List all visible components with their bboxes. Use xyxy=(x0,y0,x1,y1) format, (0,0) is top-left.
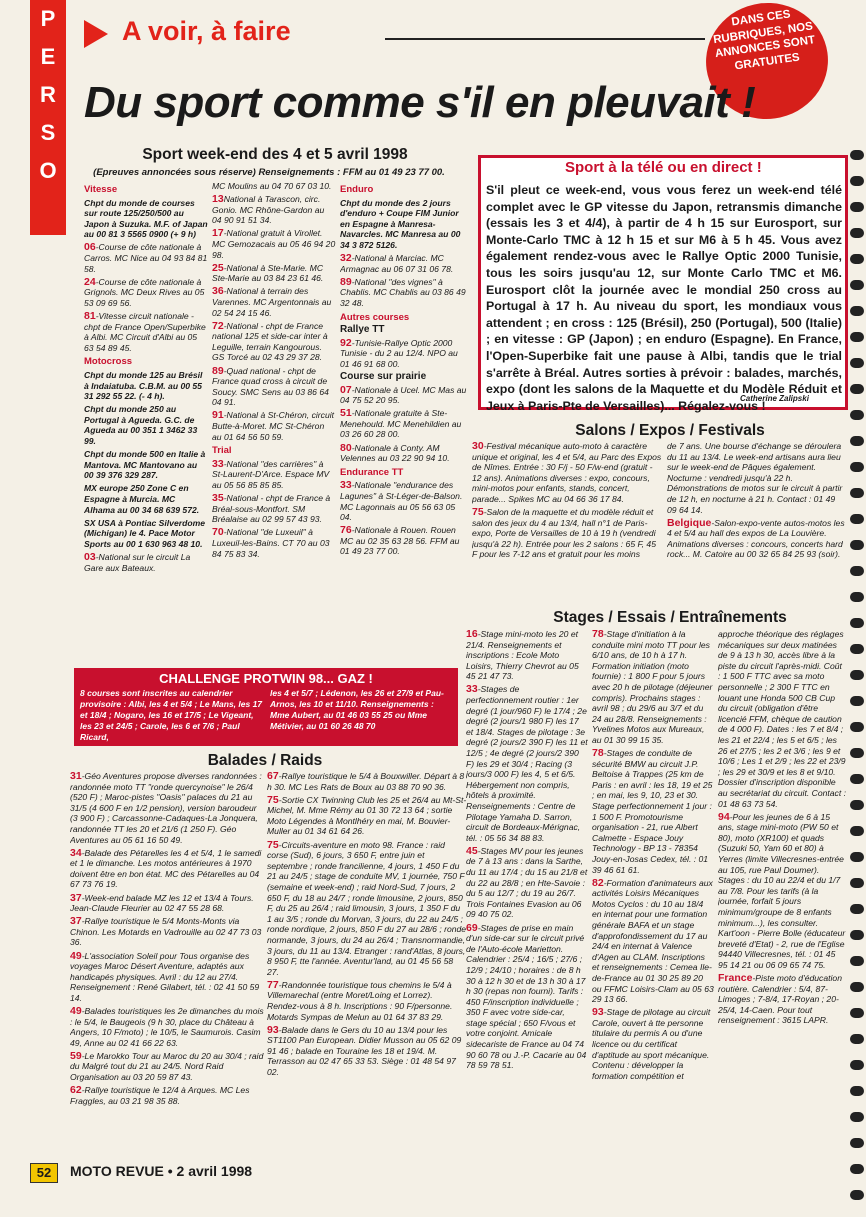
entry-number: 30 xyxy=(472,441,484,452)
entry-number: 78 xyxy=(592,747,604,760)
category-heading: Motocross xyxy=(84,356,133,368)
entry-number: 69 xyxy=(466,921,478,934)
listing-entry xyxy=(267,1025,467,1078)
entry-number: 49 xyxy=(70,1004,82,1017)
sport-weekend-col-3 xyxy=(340,181,468,666)
binder-ring xyxy=(850,462,864,472)
entry-text: -Stages MV pour les jeunes de 7 à 13 ans : dans la Sarthe, du 11 au 17/4 ; du 15 au 21/8 et du 22 au 28/8 ; en Hte-Savoie : du 5 au 12/7 ; du 19 au 26/7. Trois Fontaines Evasion au 06 09 40 75 02. xyxy=(466,845,588,920)
binder-ring xyxy=(850,566,864,576)
listing-entry xyxy=(212,194,336,226)
entry-text: -National - chpt de France à Bréal-sous-Montfort. SM Bréalaise au 02 99 57 43 93. xyxy=(212,493,331,525)
subcategory-heading: Course sur prairie xyxy=(340,371,427,382)
binder-ring xyxy=(850,176,864,186)
entry-number: 59 xyxy=(70,1049,82,1062)
stages-col-2 xyxy=(592,629,714,1159)
entry-number: 70 xyxy=(212,526,224,539)
sidebar-letter: E xyxy=(40,44,56,69)
listing-entry xyxy=(212,459,336,491)
listing-entry xyxy=(267,795,467,837)
entry-text: -Balade dans le Gers du 10 au 13/4 pour les ST1100 Pan European. Didier Musson au 05 62 09 91 46 ; balade en Touraine les 18 et 19/4. M. Terrasson au 02 47 65 33 53. Siège : 01 48 54 97 02. xyxy=(267,1024,462,1078)
category-heading: Autres courses xyxy=(340,311,410,323)
entry-text: -National à terrain des Varennes. MC Argentonnais au 02 54 24 15 46. xyxy=(212,286,332,318)
listing-entry xyxy=(340,198,468,251)
entry-text: -Rallye touristique le 12/4 à Arques. MC Les Fraggles, au 03 21 98 35 88. xyxy=(70,1085,250,1106)
entry-number: 51 xyxy=(340,407,352,420)
binder-ring xyxy=(850,358,864,368)
entry-number: 94 xyxy=(718,810,730,823)
entry-text: -Nationale à Conty. AM Velennes au 03 22 90 94 10. xyxy=(340,442,450,464)
listing-entry xyxy=(84,198,208,240)
entry-number: 13 xyxy=(212,193,224,206)
entry-text: MX europe 250 Zone C en Espagne à Murcia. MC Alhama au 00 34 68 639 572. xyxy=(84,483,200,515)
entry-number: 33 xyxy=(466,683,478,696)
binder-ring xyxy=(850,540,864,550)
listing-entry xyxy=(267,980,467,1022)
challenge-text-right: les 4 et 5/7 ; Lédenon, les 26 et 27/9 et Pau-Arnos, les 10 et 11/10. Renseignements : Mme Aubert, au 01 46 03 55 25 ou Mme Métivier, au 01 60 26 48 70 xyxy=(270,688,444,731)
listing-entry xyxy=(340,253,468,274)
free-ads-badge: DANS CES RUBRIQUES, NOS ANNONCES SONT GRATUITES xyxy=(699,0,836,127)
entry-number: 37 xyxy=(70,891,82,904)
category-heading: Vitesse xyxy=(84,184,118,195)
entry-text: -Circuits-aventure en moto 98. France : raid corse (Sud), 6 jours, 3 650 F, entre juin et septembre ; ronde francilienne, 4 jours, 1 450 F du 21 au 24/5 ; stage de conduite MV, 1 journée, 750 F (semaine et week-end) ; raid Nord-Sud, 7 jours, 2 650 F, du 18 au 24/7 ; ronde limousine, 2 jours, 850 F, du 25 au 26/4 ; raid limousin, 3 jours, 1 350 F du 1 au 3/5 ; ronde du Morvan, 3 jours, du 22 au 24/5 ; ronde nordique, 2 jours, 850 F du 27 au 28/6 ; ronde normande, 3 jours, du 24 au 26/4 ; Transnormandie, 3 jours, du 11 au 13/4. Etranger : rand'Atlas, 8 jours, 8 950 F, tte l'année. Aventur'land, au 01 45 56 58 27. xyxy=(267,839,467,977)
challenge-text-left: 8 courses sont inscrites au calendrier provisoire : Albi, les 4 et 5/4 ; Le Mans, les 17 et 18/4 ; Nogaro, les 16 et 17/5 ; Le Vigeant, les 23 et 24/5 ; Carole, les 6 et 7/6 ; Paul Ricard, xyxy=(80,688,263,742)
entry-number: 32 xyxy=(340,252,352,265)
category-heading: Enduro xyxy=(340,184,374,195)
entry-number: 82 xyxy=(592,876,604,889)
binder-ring xyxy=(850,644,864,654)
entry-text: -National à Ste-Marie. MC Ste-Marie au 03 84 23 61 46. xyxy=(212,262,324,284)
binder-ring xyxy=(850,384,864,394)
listing-entry xyxy=(84,404,208,446)
entry-number: 77 xyxy=(267,978,279,991)
entry-text: -Course de côte nationale à Carros. MC Nice au 04 93 84 81 58. xyxy=(84,242,208,274)
listing-entry xyxy=(70,848,264,890)
balades-title: Balades / Raids xyxy=(207,752,323,769)
subcategory-heading: Rallye TT xyxy=(340,324,385,336)
listing-entry xyxy=(212,493,336,525)
listing-entry xyxy=(70,951,264,1004)
entry-text: -Balade des Pétarelles les 4 et 5/4, 1 le samedi et 1 le dimanche. Les motos antérieures à 1970 doivent être en bon état. MC des Pétarelles au 04 67 73 76 19. xyxy=(70,847,262,890)
binder-ring xyxy=(850,670,864,680)
entry-text: -National "de Luxeuil" à Luxeuil-les-Bains. CT 70 au 03 84 75 83 34. xyxy=(212,527,330,559)
listing-entry xyxy=(70,893,264,914)
entry-text: -Nationale à Rouen. Rouen MC au 02 35 63 28 56. FFM au 01 49 23 77 00. xyxy=(340,525,460,557)
listing-entry xyxy=(212,366,336,408)
entry-number: 91 xyxy=(212,409,224,422)
binder-ring xyxy=(850,696,864,706)
entry-number: 16 xyxy=(466,629,478,640)
binder-ring xyxy=(850,1190,864,1200)
listing-entry xyxy=(592,878,714,1005)
tv-signature: Catherine Zalipski xyxy=(740,394,809,403)
entry-text: approche théorique des réglages mécaniques sur deux matinées de 9 à 13 h 30, accès libre à la piste du circuit l'après-midi. Coût : 1 500 F TTC avec sa moto personnelle ; 2 300 F TTC en louant une Honda 500 CB Cup du circuit (obligation d'être licencié FFM, chèque de caution de 4 000 F). Dates : les 7 et 8/4 ; les 21 et 22/4 ; les 5 et 6/5 ; les 26 et 27/5 ; les 2 et 3/6 ; les 9 et 10/6 ; Les 1 et 2/9 ; les 22 et 23/9 ; les 29 et 30/9 et les 8 et 9/10. Dossier d'inscription disponible au secrétariat du circuit. Contact : 01 48 63 73 54. xyxy=(718,629,846,809)
entry-text: -Course de côte nationale à Grignols. MC Deux Rives au 05 53 09 69 56. xyxy=(84,276,205,308)
entry-text: -Géo Aventures propose diverses randonnées : randonnée moto TT "ronde quercynoise" le 26/4 (520 F) ; Maroc-pistes "Oasis" palaces du 21 au 31/5 (4 600 F en 1/2 pension), version baroudeur (3 900 F) ; Carcassonne-Cadaques-La Jonquera, randonnée TT les 20 et 21/6 (1 250 F). Géo Aventures au 05 61 16 50 49. xyxy=(70,771,262,845)
entry-text: Chpt du monde de courses sur route 125/250/500 au Japon à Suzuka. M.F. of Japan au 00 81 3 5565 0900 (+ 9 h) xyxy=(84,197,208,240)
listing-entry xyxy=(340,443,468,464)
listing-entry xyxy=(340,408,468,440)
entry-text: -Balades touristiques les 2e dimanches du mois : le 5/4, le Baugeois (9 h 30, place du Château à Angers, 10 F/moto) ; le 10/5, le Saumurois. Casim 49, Anne au 02 41 66 22 63. xyxy=(70,1005,264,1048)
entry-number: 03 xyxy=(84,551,96,563)
binder-ring xyxy=(850,150,864,160)
entry-number: 33 xyxy=(212,457,224,470)
binder-ring xyxy=(850,930,864,940)
entry-number: 33 xyxy=(340,479,352,492)
binder-ring xyxy=(850,800,864,810)
header-divider xyxy=(385,38,705,40)
listing-entry xyxy=(70,771,264,845)
entry-number: 76 xyxy=(340,524,352,537)
section-sidebar xyxy=(30,0,66,235)
listing-entry xyxy=(84,518,208,550)
binder-ring xyxy=(850,332,864,342)
binder-ring xyxy=(850,956,864,966)
listing-entry xyxy=(84,449,208,481)
binder-ring xyxy=(850,592,864,602)
sport-weekend-col-1 xyxy=(84,181,208,666)
binder-ring xyxy=(850,618,864,628)
entry-text: -Quad national - chpt de France quad cross à circuit de Soucy. SMC Sens au 03 86 64 04 91. xyxy=(212,365,329,408)
listing-entry xyxy=(70,1085,264,1106)
stages-col-3 xyxy=(718,629,846,1159)
listing-entry xyxy=(466,629,588,682)
sport-weekend-subtitle: (Epreuves annoncées sous réserve) Renseignements : FFM au 01 49 23 77 00. xyxy=(93,167,445,178)
entry-text: -L'association Soleil pour Tous organise des voyages Maroc Désert Aventure, adaptés aux handicapés physiques. Avril : du 12 au 27/4. Renseignement : René Gilabert, tél. : 02 41 50 59 14. xyxy=(70,950,260,1003)
listing-entry xyxy=(70,916,264,948)
entry-number: 78 xyxy=(592,629,604,640)
sidebar-letter: R xyxy=(40,82,56,107)
binder-ring xyxy=(850,1164,864,1174)
entry-number: 24 xyxy=(84,275,96,288)
listing-entry xyxy=(84,311,208,353)
entry-number: Belgique xyxy=(667,516,712,529)
entry-number: 75 xyxy=(267,793,279,806)
binder-ring xyxy=(850,1086,864,1096)
listing-entry xyxy=(267,840,467,978)
entry-number: 93 xyxy=(592,1006,604,1019)
entry-text: -Nationale gratuite à Ste-Menehould. MC Menehildien au 03 26 60 28 00. xyxy=(340,408,462,440)
entry-text: -Tunisie-Rallye Optic 2000 Tunisie - du 2 au 12/4. NPO au 01 46 91 68 00. xyxy=(340,337,458,369)
listing-entry xyxy=(84,483,208,515)
listing-entry xyxy=(70,1006,264,1048)
binder-ring xyxy=(850,826,864,836)
entry-text: -Pour les jeunes de 6 à 15 ans, stage mini-moto (PW 50 et 80), moto (XR100) et quads (Suzuki 50, Yam 60 et 80) à Yerres (limite Villecresnes-entrée au 105, rue Paul Doumer). Stages : du 10 au 22/4 et du 1/7 au 7/8. Pour les tarifs (à la journée, forfait 5 jours minimum/groupe de 8 enfants minimum...), les consulter. Kart'oon - Pierre Bolle (éducateur breveté d'Etat) - 2, rue de l'Eglise 94440 Villecresnes, tél. : 01 45 95 14 21 ou 06 09 65 74 75. xyxy=(718,811,846,970)
entry-text: -Stage de pilotage au circuit Carole, ouvert à tte personne titulaire du permis A ou d'une licence ou du certificat d'aptitude au sport mécanique. Contenu : développer la formation compétition et xyxy=(592,1007,711,1081)
listing-entry xyxy=(466,846,588,920)
entry-number: 37 xyxy=(70,915,82,928)
listing-entry xyxy=(466,684,588,843)
entry-number: 62 xyxy=(70,1084,82,1097)
binder-ring xyxy=(850,254,864,264)
entry-text: -Sortie CX Twinning Club les 25 et 26/4 au Mt-St-Michel, M. Mme Rémy au 01 30 72 13 64 ; sortie Moto Légendes à Montlhéry en mai, M. Bouvier-Muller au 01 34 61 64 26. xyxy=(267,794,467,837)
listing-entry xyxy=(592,1007,714,1081)
listing-entry xyxy=(212,263,336,284)
entry-number: 75 xyxy=(267,838,279,851)
listing-entry xyxy=(212,321,336,363)
section-header: A voir, à faire xyxy=(122,16,291,46)
entry-text: Chpt du monde 500 en Italie à Mantova. MC Mantovano au 00 39 376 329 287. xyxy=(84,449,206,481)
entry-text: -Piste moto d'éducation routière. Calendrier : 5/4, 87-Limoges ; 7-8/4, 17-Royan ; 20-25/4, 14-Caen. Pour tout renseignement : 3615 LAPR. xyxy=(718,973,842,1026)
listing-entry xyxy=(718,629,846,809)
entry-text: Chpt du monde 125 au Brésil à Indaiatuba. C.B.M. au 00 55 31 292 55 22. (- 4 h). xyxy=(84,370,203,402)
listing-entry xyxy=(340,338,468,370)
entry-number: 45 xyxy=(466,844,478,857)
binder-ring xyxy=(850,722,864,732)
binder-ring xyxy=(850,1138,864,1148)
challenge-title: CHALLENGE PROTWIN 98... GAZ ! xyxy=(159,671,373,686)
listing-entry xyxy=(340,385,468,406)
listing-entry xyxy=(340,480,468,522)
entry-text: -Rallye touristique le 5/4 à Bouxwiller. Départ à 8 h 30. MC Les Rats de Boux au 03 88 70 90 36. xyxy=(267,771,465,792)
entry-text: National à Tarascon, circ. Gonio. MC Rhône-Gardon au 04 90 91 51 34. xyxy=(212,194,325,226)
listing-entry xyxy=(667,441,847,515)
entry-text: -Rallye touristique le 5/4 Monts-Monts via Chinon. Les Motards en Vadrouille au 02 47 73 03 36. xyxy=(70,916,262,948)
entry-number: 17 xyxy=(212,227,224,240)
listing-entry xyxy=(212,527,336,559)
listing-entry xyxy=(70,1051,264,1083)
binder-ring xyxy=(850,904,864,914)
entry-number: 34 xyxy=(70,846,82,859)
listing-entry xyxy=(340,277,468,309)
entry-text: Chpt du monde des 2 jours d'enduro + Coupe FIM Junior en Espagne à Manresa-Navarcles. MC Manresa au 00 34 3 872 5126. xyxy=(340,197,461,250)
entry-number: 89 xyxy=(340,275,352,288)
entry-text: -Salon-expo-vente autos-motos les 4 et 5/4 au hall des expos de La Louvière. Animations diverses : concours, concerts hard rock... M. Catoire au 00 32 65 84 25 93 (soir). xyxy=(667,517,845,560)
play-arrow-icon xyxy=(84,20,108,48)
entry-text: -Week-end balade MZ les 12 et 13/4 à Tours. Jean-Claude Fleurier au 02 47 55 28 68. xyxy=(70,892,254,914)
page-title: Du sport comme s'il en pleuvait ! xyxy=(84,78,756,127)
listing-entry xyxy=(212,228,336,260)
entry-text: -National "des carrières" à St-Laurent-D'Arce. Espace MV au 05 56 85 85 85. xyxy=(212,458,330,490)
binder-ring xyxy=(850,1034,864,1044)
entry-number: 67 xyxy=(267,771,279,782)
binder-ring xyxy=(850,488,864,498)
binder-ring xyxy=(850,306,864,316)
balades-col-1 xyxy=(70,771,264,1156)
entry-text: -Stage d'initiation à la conduite mini moto TT pour les 6/10 ans, de 10 h à 17 h. Formation initiation (moto fournie) : 1 800 F pour 5 jours avec 20 h de pilotage (déjeuner compris). Prochains stages : avril 98 ; du 29/6 au 3/7 et du 24 au 28/8. Renseignements : Yvelines Motos aux Mureaux, au 01 30 99 15 35. xyxy=(592,629,713,745)
entry-number: 72 xyxy=(212,319,224,332)
entry-text: -Festival mécanique auto-moto à caractère unique et original, les 4 et 5/4, au Parc des Expos de Nîmes. Entrée : 30 F/j - 50 F/w-end (gratuit - 12 ans). Animations diverses : expo, concours, mini-motos pour enfants, stands, concert, parade... Spikes MC au 04 66 36 17 84. xyxy=(472,441,662,504)
listing-entry xyxy=(718,812,846,971)
entry-text: -National sur le circuit La Gare aux Bateaux. xyxy=(84,552,191,573)
stages-title: Stages / Essais / Entraînements xyxy=(553,609,787,626)
binder-ring xyxy=(850,1112,864,1122)
entry-text: -Stages de conduite de sécurité BMW au circuit J.P. Beltoise à Trappes (25 km de Paris : en avril : les 18, 19 et 25 ; en mai, les 9, 10, 23 et 30. Stage perfectionnement 1 jour : 1 500 F. Promotourisme organisation - 21, rue Albert Calmette - Espace Jouy Technology - BP 13 - 78354 Jouy-en-Josas Cedex, tél. : 01 39 46 61 61. xyxy=(592,748,713,875)
listing-entry xyxy=(667,518,847,560)
binder-ring xyxy=(850,228,864,238)
listing-entry xyxy=(718,973,846,1026)
binder-ring xyxy=(850,878,864,888)
tv-body: S'il pleut ce week-end, vous vous ferez un week-end télé complet avec le GP vitesse du Japon, retransmis dimanche (essais les 3 et 4/4), à partir de 4 h 15 sur Eurosport, sur Monte-Carlo TMC à 12 h 15 et sur M6 à 5 h 45. Vous avez également rendez-vous avec le Rallye Optic 2000 Tunisie, tous les soirs jusqu'au 12, sur Monte Carlo TMC et M6. Eurosport clôt la journée avec le mondial 250 cross au Portugal à 17 h. Au niveau du sport, les mondiaux vous attendent ; en cross : 125 (Brésil), 250 (Portugal), 500 (Italie) ; en vitesse : GP (Japon) ; en enduro (Espagne). En France, l'Open-Superbike fait une pause à Albi, tandis que le trial s'arrête à Bréal. Autres sorties à prévoir : balades, marchés, expo (dont les salons de la Maquette et du Modèle Réduit et Jeux à Paris-Pte de Versailles)... Régalez-vous ! xyxy=(486,183,842,413)
binder-ring xyxy=(850,514,864,524)
entry-number: 31 xyxy=(70,771,82,782)
entry-text: SX USA à Pontiac Silverdome (Michigan) le 4. Pace Motor Sports au 00 1 630 963 48 10. xyxy=(84,517,205,549)
entry-number: 49 xyxy=(70,949,82,962)
magazine-footer: MOTO REVUE • 2 avril 1998 xyxy=(70,1163,253,1179)
listing-entry xyxy=(212,286,336,318)
listing-entry xyxy=(472,507,662,560)
entry-text: -National à Marciac. MC Armagnac au 06 07 31 06 78. xyxy=(340,253,454,274)
entry-text: -Formation d'animateurs aux activités Loisirs Mécaniques Motos Cyclos : du 10 au 18/4 en internat pour une formation générale BAFA et un stage d'approfondissement du 17 au 24/4 en internat à Valence d'Agen au CLAM. Inscriptions et renseignements : Cemea Ile-de-France au 01 30 25 89 20 ou FFMC Loisirs-Clam au 05 63 29 13 66. xyxy=(592,877,714,1005)
binder-ring xyxy=(850,436,864,446)
binder-ring xyxy=(850,202,864,212)
binder-ring xyxy=(850,410,864,420)
entry-text: -Stage mini-moto les 20 et 21/4. Renseignements et inscriptions : Ecole Moto Loisirs, Thierry Chevrot au 05 45 21 47 73. xyxy=(466,629,579,682)
listing-entry xyxy=(592,629,714,746)
entry-number: 06 xyxy=(84,241,96,254)
listing-entry xyxy=(84,277,208,309)
binder-ring xyxy=(850,1060,864,1070)
entry-text: Chpt du monde 250 au Portugal à Agueda. G.C. de Agueda au 00 351 1 3462 33 99. xyxy=(84,404,198,447)
entry-number: 25 xyxy=(212,261,224,274)
salons-col-2 xyxy=(667,441,847,601)
entry-number: 07 xyxy=(340,383,352,396)
sport-weekend-title: Sport week-end des 4 et 5 avril 1998 xyxy=(142,146,408,163)
entry-text: -National "des vignes" à Chablis. MC Chablis au 03 86 49 32 48. xyxy=(340,276,466,308)
entry-number: 36 xyxy=(212,285,224,298)
listing-entry xyxy=(84,242,208,274)
entry-text: -Stages de perfectionnement routier : 1er degré (1 jour/960 F) le 17/4 ; 2e degré (2 jours/1 980 F) les 17 et 18/4. Stages de pilotage : 3e degré (2 jours/2 390 F) les 11 et 12/5 ; 4e degré (2 jours/2 390 F) les 29 et 30/4 ; Racing (3 jours/3 000 F) les 4, 5 et 6/5. Hébergement non compris, hôtels à proximité. Renseignements : Centre de Pilotage Yamaha D. Sarron, circuit de Bordeaux-Mérignac, tél. : 05 56 34 88 83. xyxy=(466,684,588,843)
entry-number: 81 xyxy=(84,310,96,323)
entry-number: 92 xyxy=(340,336,352,349)
entry-text: -Salon de la maquette et du modèle réduit et salon des jeux du 4 au 13/4, hall n°1 de Paris-expo, Porte de Versailles de 10 à 19 h (vendredi jusqu'à 22 h). Entrée pour les 2 salons : 65 F, 45 F pour les 7-12 ans et gratuit pour les moins xyxy=(472,507,656,560)
entry-text: -Randonnée touristique tous chemins le 5/4 à Villemarechal (entre Moret/Loing et Lorrez). Rendez-vous à 8 h. Inscriptions : 90 F/personne. Motards Sympas de Melun au 01 64 37 83 29. xyxy=(267,979,453,1022)
binder-ring xyxy=(850,982,864,992)
listing-entry xyxy=(340,525,468,557)
entry-number: France xyxy=(718,972,753,984)
binder-rings xyxy=(848,0,866,1217)
sidebar-letter: O xyxy=(39,158,57,183)
entry-number: 35 xyxy=(212,492,224,505)
listing-entry xyxy=(267,771,467,792)
entry-text: -National - chpt de France national 125 et side-car inter à Leguille, terrain Kangourous. GS Torcé au 02 43 29 37 28. xyxy=(212,320,328,363)
salons-title: Salons / Expos / Festivals xyxy=(575,422,765,439)
entry-text: -Le Marokko Tour au Maroc du 20 au 30/4 ; raid du Malgré tout du 21 au 24/5. Nord Raid Organisation au 03 20 59 87 43. xyxy=(70,1050,264,1083)
stages-col-1 xyxy=(466,629,588,1159)
entry-text: -National gratuit à Virollet. MC Gemozacais au 05 46 94 20 98. xyxy=(212,228,336,260)
category-heading: Trial xyxy=(212,445,232,457)
listing-entry xyxy=(212,410,336,442)
entry-text: -Nationale à Ucel. MC Mas au 04 75 52 20 95. xyxy=(340,384,467,406)
challenge-box xyxy=(74,668,458,746)
entry-text: -National à St-Chéron, circuit Butte-à-Moret. MC St-Chéron au 01 64 56 50 59. xyxy=(212,410,335,442)
listing-entry xyxy=(466,923,588,1071)
entry-number: 80 xyxy=(340,441,352,454)
binder-ring xyxy=(850,748,864,758)
entry-number: 89 xyxy=(212,364,224,377)
listing-entry xyxy=(84,552,208,573)
entry-text: -Vitesse circuit nationale - chpt de France Open/Superbike à Albi. MC Circuit d'Albi au 05 63 54 89 45. xyxy=(84,311,206,353)
page-number: 52 xyxy=(30,1163,58,1183)
entry-text: MC Moulins au 04 70 67 03 10. xyxy=(212,181,332,191)
sport-weekend-col-2 xyxy=(212,181,336,666)
category-heading: Endurance TT xyxy=(340,466,404,478)
sidebar-letter: S xyxy=(40,120,56,145)
tv-title: Sport à la télé ou en direct ! xyxy=(565,159,762,176)
salons-col-1 xyxy=(472,441,662,601)
entry-number: 75 xyxy=(472,506,484,519)
listing-entry xyxy=(84,370,208,402)
sidebar-letter: P xyxy=(40,6,56,31)
binder-ring xyxy=(850,852,864,862)
balades-col-2 xyxy=(267,771,467,1156)
binder-ring xyxy=(850,774,864,784)
entry-text: de 7 ans. Une bourse d'échange se déroulera du 11 au 13/4. Le week-end artisans aura lieu sur le week-end de Pâques également. Nocturne : vendredi jusqu'à 22 h. Démonstrations de motos sur le circuit à partir de 12 h, en nocturne à 21 h. Contact : 01 49 09 64 14. xyxy=(667,441,843,515)
entry-text: -Stages de prise en main d'un side-car sur le circuit privé de l'Auto-école Marietton. Calendrier : 25/4 ; 16/5 ; 27/6 ; 12/9 ; 24/10 ; horaires : de 8 h 30 à 12 h 30 et de 13 h 30 à 17 h 30 (repas non fourni). Tarifs : 450 F/inscription individuelle ; 350 F avec votre side-car, stage spécial ; 650 F/vous et votre conjoint. Amicale sidecariste de France au 04 74 90 60 78 ou J.-P. Cacarie au 04 78 59 78 51. xyxy=(466,922,587,1071)
binder-ring xyxy=(850,1008,864,1018)
binder-ring xyxy=(850,280,864,290)
entry-number: 93 xyxy=(267,1023,279,1036)
listing-entry xyxy=(592,748,714,875)
listing-entry xyxy=(472,441,662,505)
listing-entry xyxy=(212,181,336,192)
entry-text: -Nationale "endurance des Lagunes" à St-Léger-de-Balson. MC Lagonnais au 05 56 63 05 04. xyxy=(340,480,463,523)
